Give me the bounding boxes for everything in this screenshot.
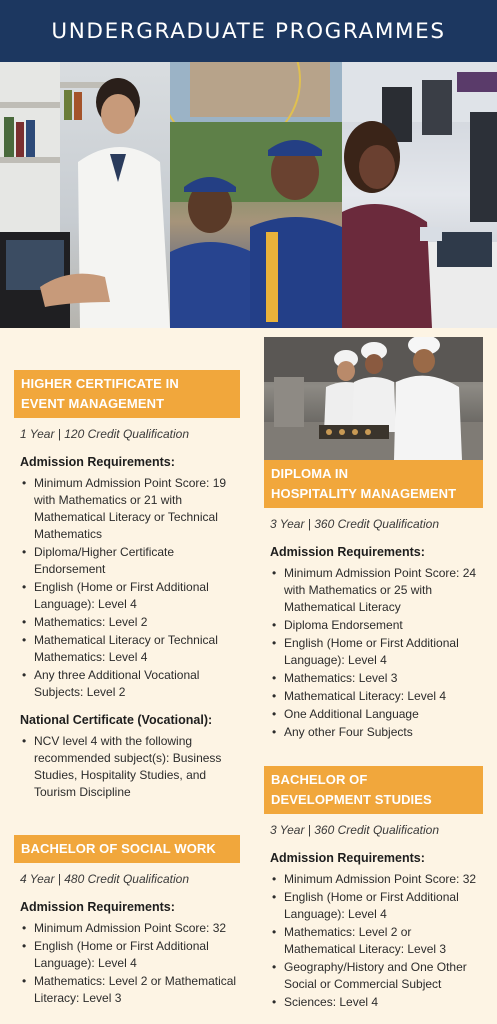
programme-social-work bbox=[14, 835, 240, 1008]
list-item: • Geography/History and One Other Social or Commercial Subject bbox=[270, 959, 486, 993]
list-item: • Diploma Endorsement bbox=[270, 617, 486, 634]
qualification-text: 3 Year | 360 Credit Qualification bbox=[270, 823, 439, 837]
programme-banner bbox=[264, 766, 483, 814]
photo-students bbox=[170, 62, 342, 328]
programme-title: BACHELOR OF bbox=[271, 772, 368, 787]
programme-hospitality-management bbox=[264, 460, 486, 742]
list-item: • Minimum Admission Point Score: 19 with Mathematics or 21 with Mathematical Literacy or Technical Mathematics bbox=[20, 475, 240, 543]
page-title: UNDERGRADUATE PROGRAMMES bbox=[51, 18, 446, 44]
list-item: • English (Home or First Additional Language): Level 4 bbox=[270, 635, 486, 669]
programme-title: HIGHER CERTIFICATE IN bbox=[21, 376, 179, 391]
list-item: • Mathematical Literacy or Technical Mathematics: Level 4 bbox=[20, 632, 240, 666]
ncv-heading: National Certificate (Vocational): bbox=[20, 713, 213, 727]
list-item: • Minimum Admission Point Score: 32 bbox=[270, 871, 486, 888]
admission-heading: Admission Requirements: bbox=[20, 900, 175, 914]
requirements-list bbox=[270, 565, 486, 741]
list-item: • Mathematics: Level 2 or Mathematical Literacy: Level 3 bbox=[20, 973, 240, 1007]
list-item: • Any three Additional Vocational Subjects: Level 2 bbox=[20, 667, 240, 701]
list-item: • Sciences: Level 4 bbox=[270, 994, 486, 1011]
programme-title: DIPLOMA IN bbox=[271, 466, 349, 481]
list-item: • English (Home or First Additional Language): Level 4 bbox=[20, 938, 240, 972]
list-item: • One Additional Language bbox=[270, 706, 486, 723]
programme-event-management bbox=[14, 370, 240, 802]
programme-development-studies bbox=[264, 766, 486, 1012]
programme-banner bbox=[14, 835, 240, 863]
programme-title: DEVELOPMENT STUDIES bbox=[271, 792, 432, 807]
list-item: • Mathematics: Level 3 bbox=[270, 670, 486, 687]
programme-banner bbox=[14, 370, 240, 418]
photo-office-worker bbox=[342, 62, 497, 328]
photo-lab-technician bbox=[0, 62, 170, 328]
admission-heading: Admission Requirements: bbox=[270, 851, 425, 865]
programme-title: BACHELOR OF SOCIAL WORK bbox=[21, 841, 216, 856]
list-item: • Minimum Admission Point Score: 32 bbox=[20, 920, 240, 937]
programme-title: HOSPITALITY MANAGEMENT bbox=[271, 486, 457, 501]
page-header bbox=[0, 0, 497, 62]
requirements-list bbox=[20, 920, 240, 1007]
admission-heading: Admission Requirements: bbox=[20, 455, 175, 469]
list-item: • Diploma/Higher Certificate Endorsement bbox=[20, 544, 240, 578]
list-item: • English (Home or First Additional Language): Level 4 bbox=[270, 889, 486, 923]
qualification-text: 1 Year | 120 Credit Qualification bbox=[20, 427, 189, 441]
list-item: • Mathematical Literacy: Level 4 bbox=[270, 688, 486, 705]
photo-chefs-kitchen bbox=[264, 337, 483, 460]
list-item: • Mathematics: Level 2 bbox=[20, 614, 240, 631]
admission-heading: Admission Requirements: bbox=[270, 545, 425, 559]
list-item: • Mathematics: Level 2 or Mathematical Literacy: Level 3 bbox=[270, 924, 486, 958]
list-item: • Any other Four Subjects bbox=[270, 724, 486, 741]
list-item: • English (Home or First Additional Language): Level 4 bbox=[20, 579, 240, 613]
list-item: • Minimum Admission Point Score: 24 with Mathematics or 25 with Mathematical Literacy bbox=[270, 565, 486, 616]
ncv-list bbox=[20, 733, 240, 801]
programme-title: EVENT MANAGEMENT bbox=[21, 396, 165, 411]
qualification-text: 4 Year | 480 Credit Qualification bbox=[20, 872, 189, 886]
requirements-list bbox=[20, 475, 240, 701]
list-item: • NCV level 4 with the following recommended subject(s): Business Studies, Hospitality Studies, and Tourism Discipline bbox=[20, 733, 240, 801]
programme-banner bbox=[264, 460, 483, 508]
requirements-list bbox=[270, 871, 486, 1011]
qualification-text: 3 Year | 360 Credit Qualification bbox=[270, 517, 439, 531]
